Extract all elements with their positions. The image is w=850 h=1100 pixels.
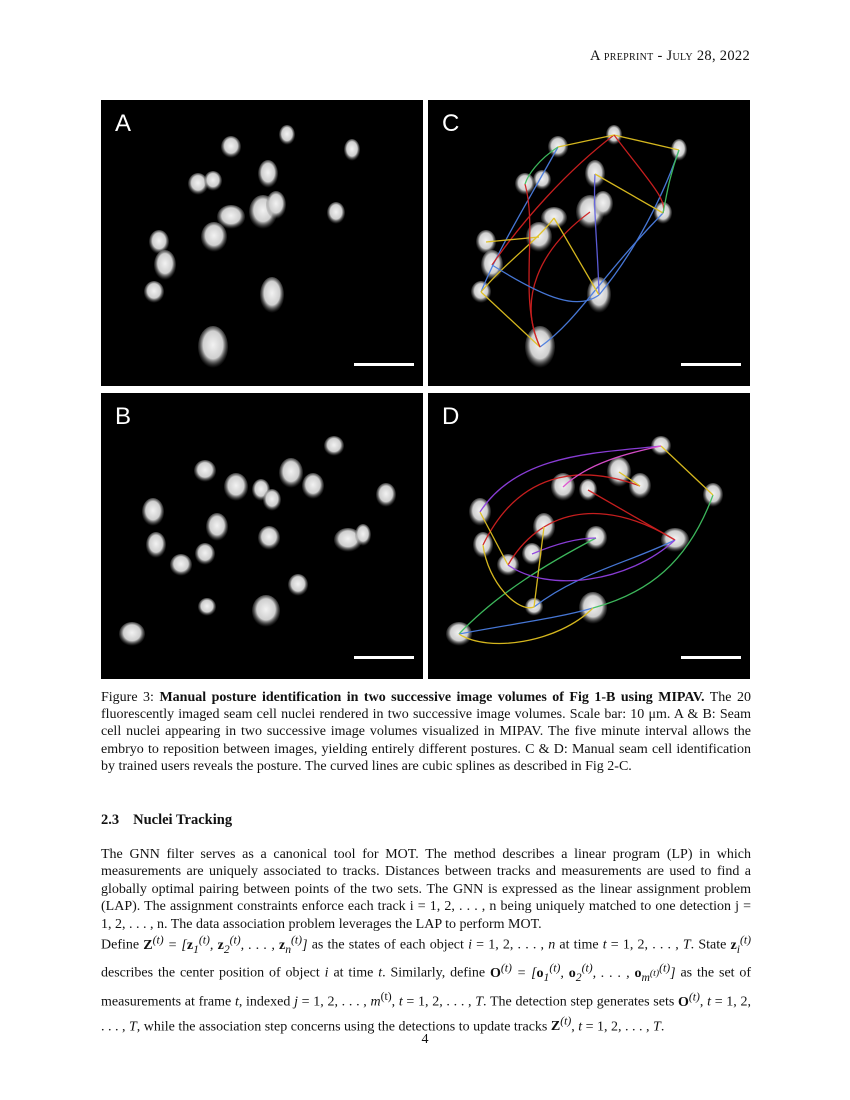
p2-text-e: describes the center position of object — [101, 966, 320, 982]
panel-d-label: D — [442, 403, 460, 430]
p2-text-k: while the association step concerns using the detections to update tracks — [143, 1019, 548, 1035]
section-heading — [101, 812, 232, 829]
paragraph-define-states: Define $Z^{(t)} = [z_1^{(t)}$, $z_2^{(t)}$, . . . , $z_n^{(t)}$] as the states of each object i = 1, 2, . . . , n at time t = 1, 2, . . . , T. State $z_i^{(t)}$ describes the center position of object i at time t. Similarly, define $O^{(t)} = [o_1^{(t)}$, $o_2^{(t)}$, . . . , $o_{m^{(t)}}^{(t)}$] as the set of measurements at frame t, indexed j = 1, 2, . . . , $m^{(t)}$, t = 1, 2, . . . , T. The detection step generates sets $O^{(t)}$, t = 1, 2, . . . , T, while the association step concerns using the detections to update tracks $Z^{(t)}$, t = 1, 2, . . . , T. — [101, 933, 752, 1035]
panel-b-label: B — [115, 403, 132, 430]
figure-panel-c — [428, 100, 750, 386]
figure-caption — [101, 689, 751, 775]
panel-d-scale-bar — [681, 656, 741, 659]
p2-text-a: Define — [101, 937, 140, 953]
panel-d-annotated-image — [428, 393, 750, 679]
section-number: 2.3 — [101, 812, 120, 828]
p2-text-f: at time — [333, 966, 374, 982]
p2-text-i: , indexed — [238, 994, 291, 1010]
p2-text-j: . The detection step generates sets — [483, 994, 675, 1010]
panel-b-scale-bar — [354, 656, 414, 659]
p2-text-h: as the set of measurements at frame — [101, 966, 752, 1010]
p2-text-d: . State — [690, 937, 727, 953]
p2-text-c: at time — [559, 937, 599, 953]
caption-title: Manual posture identification in two successive image volumes of Fig 1-B using MIPAV. — [159, 690, 705, 705]
panel-a-scale-bar — [354, 363, 414, 366]
panel-a-label: A — [115, 110, 132, 137]
p2-text-b: as the states of each object — [311, 937, 464, 953]
section-title: Nuclei Tracking — [133, 812, 233, 828]
panel-b-nuclei-image — [101, 393, 423, 679]
panel-a-nuclei-image — [101, 100, 423, 386]
panel-c-annotated-image — [428, 100, 750, 386]
page-number: 4 — [421, 1032, 429, 1047]
caption-body: The 20 fluorescently imaged seam cell nuclei rendered in two successive image volumes. Scale bar: 10 μm. A & B: Seam cell nuclei appearing in two successive image volumes visualized in MIPAV. The five minute interval allows the embryo to reposition between images, yielding entirely different postures. C & D: Manual seam cell identification by trained users reveals the posture. The curved lines are cubic splines as described in Fig 2-C. — [101, 690, 752, 774]
paragraph-gnn-filter: The GNN filter serves as a canonical tool for MOT. The method describes a linear program (LP) in which measurements are uniquely associated to tracks. Distances between tracks and measurements are used to find a globally optimal pairing between points of the two sets. The GNN is expressed as the linear assignment problem (LAP). The assignment constraints enforce each track i = 1, 2, . . . , n being uniquely matched to one detection j = 1, 2, . . . , n. The data association problem leverages the LAP to perform MOT. — [101, 847, 751, 932]
panel-c-label: C — [442, 110, 460, 137]
figure-panel-b — [101, 393, 423, 679]
p2-text-g: . Similarly, define — [382, 966, 486, 982]
running-header-text: A preprint - July 28, 2022 — [590, 48, 750, 64]
figure-panel-d — [428, 393, 750, 679]
panel-c-scale-bar — [681, 363, 741, 366]
caption-label: Figure 3: — [101, 690, 154, 705]
running-header — [590, 48, 750, 65]
figure-panel-a — [101, 100, 423, 386]
